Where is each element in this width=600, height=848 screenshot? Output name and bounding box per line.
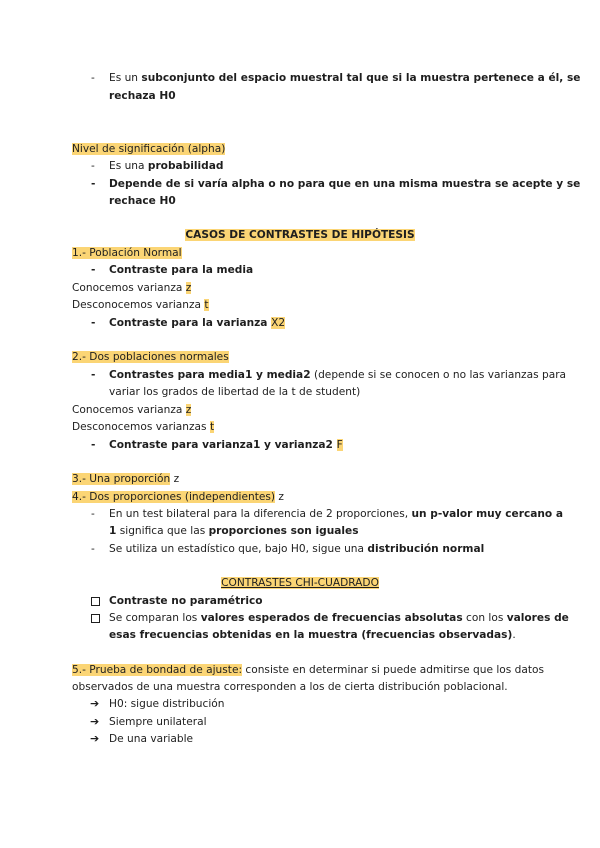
nivel-item2-line2: rechace H0 [109,195,176,207]
chi-item2-line1: Se comparan los valores esperados de frecuencias absolutas con los valores de [109,612,569,624]
section4-item1-line2: 1 significa que las proporciones son iguales [109,525,359,537]
intro-item-line1: Es un subconjunto del espacio muestral tal que si la muestra pertenece a él, se [109,72,581,84]
arrow-right-icon: ➔ [90,732,100,745]
section5-arrow-item: De una variable [109,733,194,745]
dash-bullet: - [91,160,95,172]
arrow-right-icon: ➔ [90,697,100,710]
checkbox-bullet-icon [91,597,100,606]
section2-unknown: Desconocemos varianzas t [72,421,215,433]
dash-bullet: - [91,317,96,329]
section4-item2: Se utiliza un estadístico que, bajo H0, sigue una distribución normal [109,543,485,555]
section5-line1: 5.- Prueba de bondad de ajuste: consiste en determinar si puede admitirse que los datos [72,664,545,676]
section1-unknown: Desconocemos varianza t [72,299,209,311]
chi-item2-line2: esas frecuencias obtenidas en la muestra (frecuencias observadas). [109,629,516,641]
intro-item-line2: rechaza H0 [109,90,176,102]
dash-bullet: - [91,178,96,190]
section5-arrow-item: Siempre unilateral [109,716,207,728]
nivel-item1: Es una probabilidad [109,160,224,172]
dash-bullet: - [91,508,95,520]
section2-known: Conocemos varianza z [72,404,192,416]
nivel-item2-line1: Depende de si varía alpha o no para que en una misma muestra se acepte y se [109,178,581,190]
dash-bullet: - [91,439,96,451]
casos-title: CASOS DE CONTRASTES DE HIPÓTESIS [185,229,415,241]
chi-item1: Contraste no paramétrico [109,595,263,607]
section1-known: Conocemos varianza z [72,282,192,294]
section1-item2: Contraste para la varianza X2 [109,317,286,329]
dash-bullet: - [91,72,95,84]
section3-heading: 3.- Una proporción z [72,473,180,485]
section1-heading: 1.- Población Normal [72,247,182,259]
section5-line2: observados de una muestra corresponden a los de cierta distribución poblacional. [72,681,508,693]
arrow-right-icon: ➔ [90,715,100,728]
dash-bullet: - [91,264,96,276]
section1-item1: Contraste para la media [109,264,254,276]
section2-item1-line1: Contrastes para media1 y media2 (depende si se conocen o no las varianzas para [109,369,567,381]
section4-item1-line1: En un test bilateral para la diferencia de 2 proporciones, un p-valor muy cercano a [109,508,564,520]
section2-heading: 2.- Dos poblaciones normales [72,351,229,363]
section2-item2: Contraste para varianza1 y varianza2 F [109,439,343,451]
nivel-heading: Nivel de significación (alpha) [72,143,226,155]
dash-bullet: - [91,369,96,381]
checkbox-bullet-icon [91,614,100,623]
chi-title: CONTRASTES CHI-CUADRADO [221,577,379,589]
section5-arrow-item: H0: sigue distribución [109,698,225,710]
section2-item1-line2: variar los grados de libertad de la t de student) [109,386,361,398]
dash-bullet: - [91,543,95,555]
section4-heading: 4.- Dos proporciones (independientes) z [72,491,284,503]
